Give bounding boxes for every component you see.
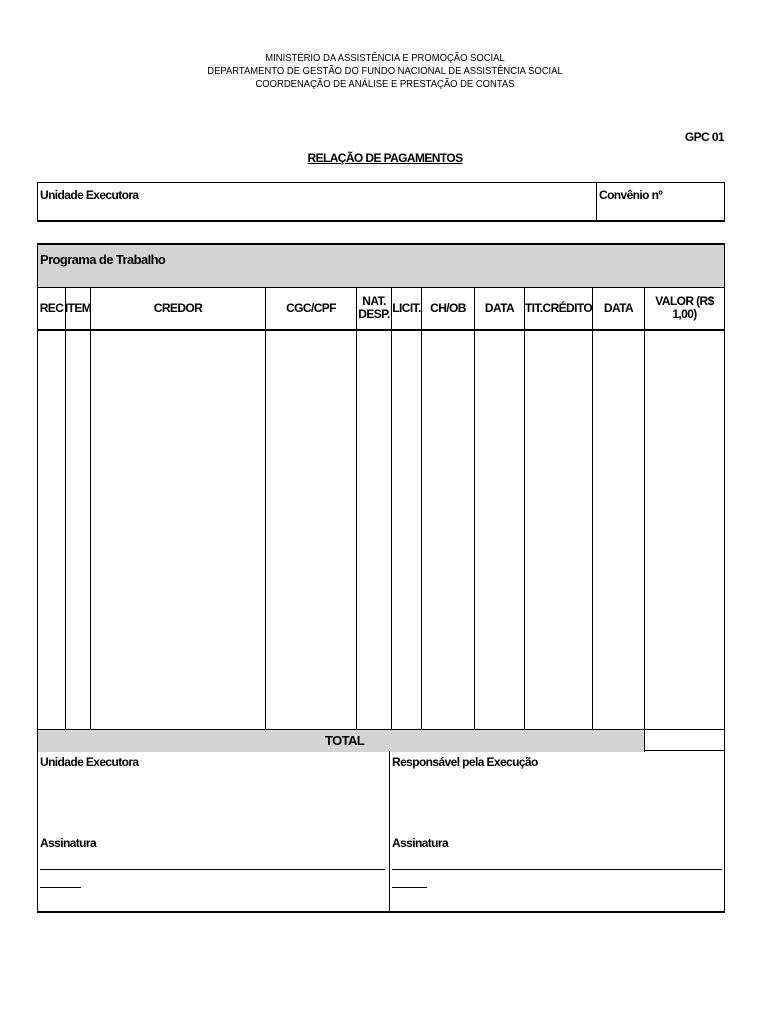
column-header-row xyxy=(38,287,724,331)
col-header-data-2: DATA xyxy=(593,287,645,329)
col-header-item: ITEM xyxy=(66,287,91,329)
form-code: GPC 01 xyxy=(684,130,724,144)
col-header-credor: CREDOR xyxy=(91,287,266,329)
right-signature-label: Assinatura xyxy=(392,836,449,850)
column-divider xyxy=(474,329,475,729)
convenio-label: Convênio nº xyxy=(599,188,663,202)
column-divider xyxy=(421,329,422,729)
executing-unit-label: Unidade Executora xyxy=(40,755,139,769)
total-value-cell[interactable] xyxy=(645,730,726,752)
right-signature-line-continuation xyxy=(392,887,427,888)
left-signature-line[interactable] xyxy=(40,869,385,870)
unit-label: Unidade Executora xyxy=(40,188,139,202)
column-divider xyxy=(65,329,66,729)
total-row xyxy=(38,729,724,752)
responsible-label: Responsável pela Execução xyxy=(392,755,538,769)
column-divider xyxy=(524,329,525,729)
header-line-1: MINISTÉRIO DA ASSISTÊNCIA E PROMOÇÃO SOCIAL xyxy=(265,52,505,64)
ministry-header xyxy=(39,52,732,91)
col-header-data-1: DATA xyxy=(475,287,525,329)
total-label: TOTAL xyxy=(325,733,365,748)
left-signature-line-continuation xyxy=(40,887,81,888)
right-signature-line[interactable] xyxy=(392,869,722,870)
column-divider xyxy=(90,329,91,729)
column-divider xyxy=(356,329,357,729)
col-header-cgc-cpf: CGC/CPF xyxy=(266,287,357,329)
unit-box xyxy=(37,182,725,222)
col-header-nat-desp: NAT. DESP. xyxy=(357,287,392,329)
unit-box-divider xyxy=(596,183,597,220)
total-label-cell xyxy=(38,730,645,752)
col-header-tit-credito: TIT.CRÉDITO xyxy=(525,287,593,329)
col-header-valor: VALOR (R$ 1,00) xyxy=(655,294,714,321)
program-row xyxy=(38,245,724,288)
column-divider xyxy=(391,329,392,729)
header-line-3: COORDENAÇÃO DE ANÁLISE E PRESTAÇÃO DE CONTAS xyxy=(255,78,515,90)
payments-table xyxy=(37,243,725,751)
document-title-text: RELAÇÃO DE PAGAMENTOS xyxy=(307,151,463,165)
signature-section xyxy=(37,751,725,913)
left-signature-label: Assinatura xyxy=(40,836,97,850)
col-header-ch-ob: CH/OB xyxy=(422,287,475,329)
header-line-2: DEPARTAMENTO DE GESTÃO DO FUNDO NACIONAL DE ASSISTÊNCIA SOCIAL xyxy=(207,65,563,77)
column-divider xyxy=(644,329,645,729)
document-title xyxy=(0,151,770,165)
col-header-rec: REC xyxy=(38,287,66,329)
program-label: Programa de Trabalho xyxy=(40,252,166,267)
col-header-licit: LICIT. xyxy=(392,287,422,329)
column-divider xyxy=(592,329,593,729)
signature-divider xyxy=(389,751,390,911)
column-divider xyxy=(265,329,266,729)
